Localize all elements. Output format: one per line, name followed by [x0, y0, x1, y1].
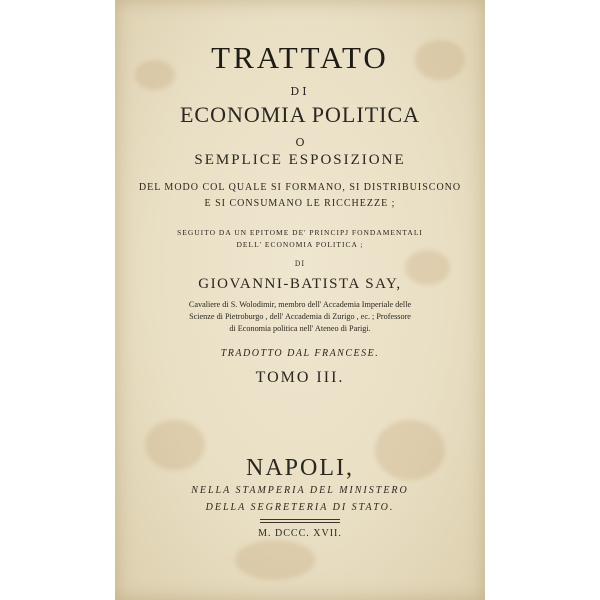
translation-note: TRADOTTO DAL FRANCESE.: [220, 348, 380, 359]
publication-date: M. DCCC. XVII.: [258, 528, 342, 539]
book-subject: ECONOMIA POLITICA: [179, 102, 421, 127]
book-title: TRATTATO: [211, 40, 389, 75]
book-subtitle: SEMPLICE ESPOSIZIONE: [194, 152, 406, 168]
foxing-stain: [235, 540, 315, 580]
description-line-1: DEL MODO COL QUALE SI FORMANO, SI DISTRIBUISCONO: [138, 182, 462, 193]
connector-o: O: [295, 136, 305, 149]
printer-line-2: DELLA SEGRETERIA DI STATO.: [205, 502, 395, 513]
supplement-line-1: SEGUITO DA UN EPITOME DE' PRINCIPJ FONDAMENTALI: [177, 228, 423, 237]
bio-line-3: di Economia politica nell' Ateneo di Parigi.: [229, 324, 371, 333]
double-rule-bottom: [260, 522, 340, 523]
title-page: [115, 0, 485, 600]
author-bio: [115, 299, 485, 335]
publication-place: NAPOLI,: [246, 455, 354, 481]
author-name: GIOVANNI-BATISTA SAY,: [198, 276, 402, 292]
double-rule-top: [260, 519, 340, 520]
supplement-line-2: DELL' ECONOMIA POLITICA ;: [236, 240, 364, 249]
bio-line-1: Cavaliere di S. Wolodimir, membro dell' Accademia Imperiale delle: [188, 300, 412, 309]
description-line-2: E SI CONSUMANO LE RICCHEZZE ;: [204, 198, 396, 209]
bio-line-2: Scienze di Pietroburgo , dell' Accademia di Zurigo , ec. ; Professore: [189, 312, 411, 321]
printer-line-1: NELLA STAMPERIA DEL MINISTERO: [191, 485, 409, 496]
connector-di: DI: [290, 85, 310, 98]
volume-number: TOMO III.: [255, 369, 345, 386]
connector-di-author: DI: [294, 260, 306, 268]
